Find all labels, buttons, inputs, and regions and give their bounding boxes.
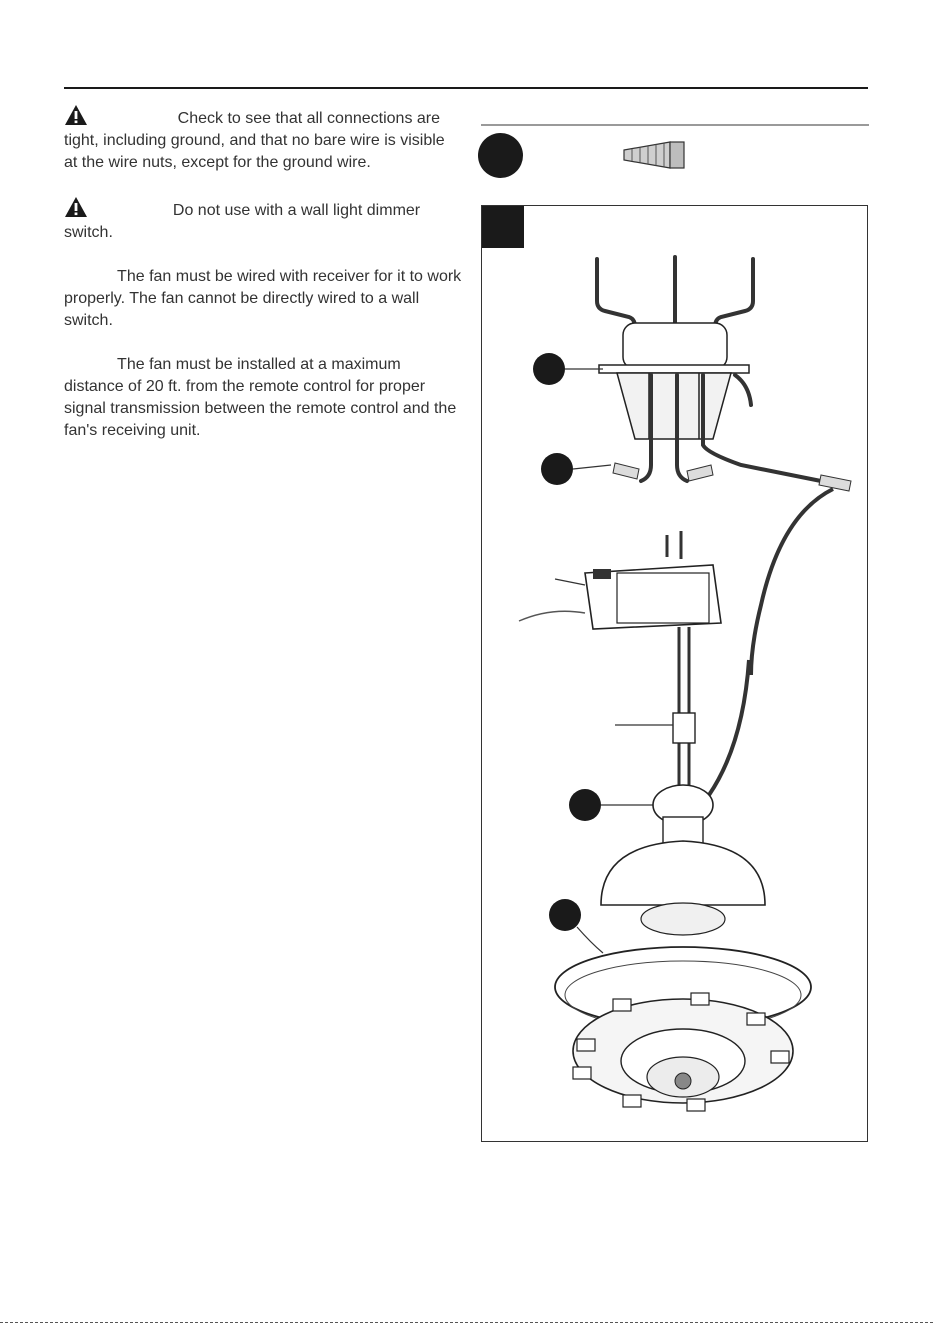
note-distance-label: NOTE: xyxy=(64,356,113,373)
warning-triangle-icon xyxy=(64,104,88,126)
top-rule xyxy=(64,87,868,89)
wire-connector xyxy=(673,713,695,743)
warning-paragraph xyxy=(64,104,462,174)
caution-paragraph xyxy=(64,196,462,244)
motor-housing xyxy=(601,841,765,905)
fan-wiring-diagram xyxy=(481,205,868,1142)
caution-triangle-icon xyxy=(64,196,88,218)
receiver-box xyxy=(585,565,721,629)
note-receiver-paragraph xyxy=(64,266,462,332)
callout-ball xyxy=(569,789,601,821)
caution-text: Do not use with a wall light dimmer switch. xyxy=(64,202,421,241)
right-rule xyxy=(481,124,869,126)
note-receiver-label: NOTE: xyxy=(64,268,113,285)
callout-wire-nut xyxy=(541,453,573,485)
warning-text: Check to see that all connections are tight, including ground, and that no bare wire is visible at the wire nuts, except for the ground wire. xyxy=(64,110,445,171)
caution-label: CAUTION: xyxy=(92,202,169,219)
canopy-bracket xyxy=(599,323,749,439)
callout-bracket xyxy=(533,353,565,385)
callout-motor xyxy=(549,899,581,931)
step-circle xyxy=(478,133,523,178)
note-distance-text: The fan must be installed at a maximum distance of 20 ft. from the remote control for proper signal transmission between the remote control and the fan's receiving unit. xyxy=(64,356,457,439)
instructions-column xyxy=(64,104,462,464)
wire-nut-icon xyxy=(622,140,686,170)
page-bottom-edge xyxy=(0,1322,933,1323)
note-receiver-text: The fan must be wired with receiver for it to work properly. The fan cannot be directly wired to a wall switch. xyxy=(64,268,462,329)
note-distance-paragraph xyxy=(64,354,462,442)
warning-label: WARNING: xyxy=(92,110,174,127)
